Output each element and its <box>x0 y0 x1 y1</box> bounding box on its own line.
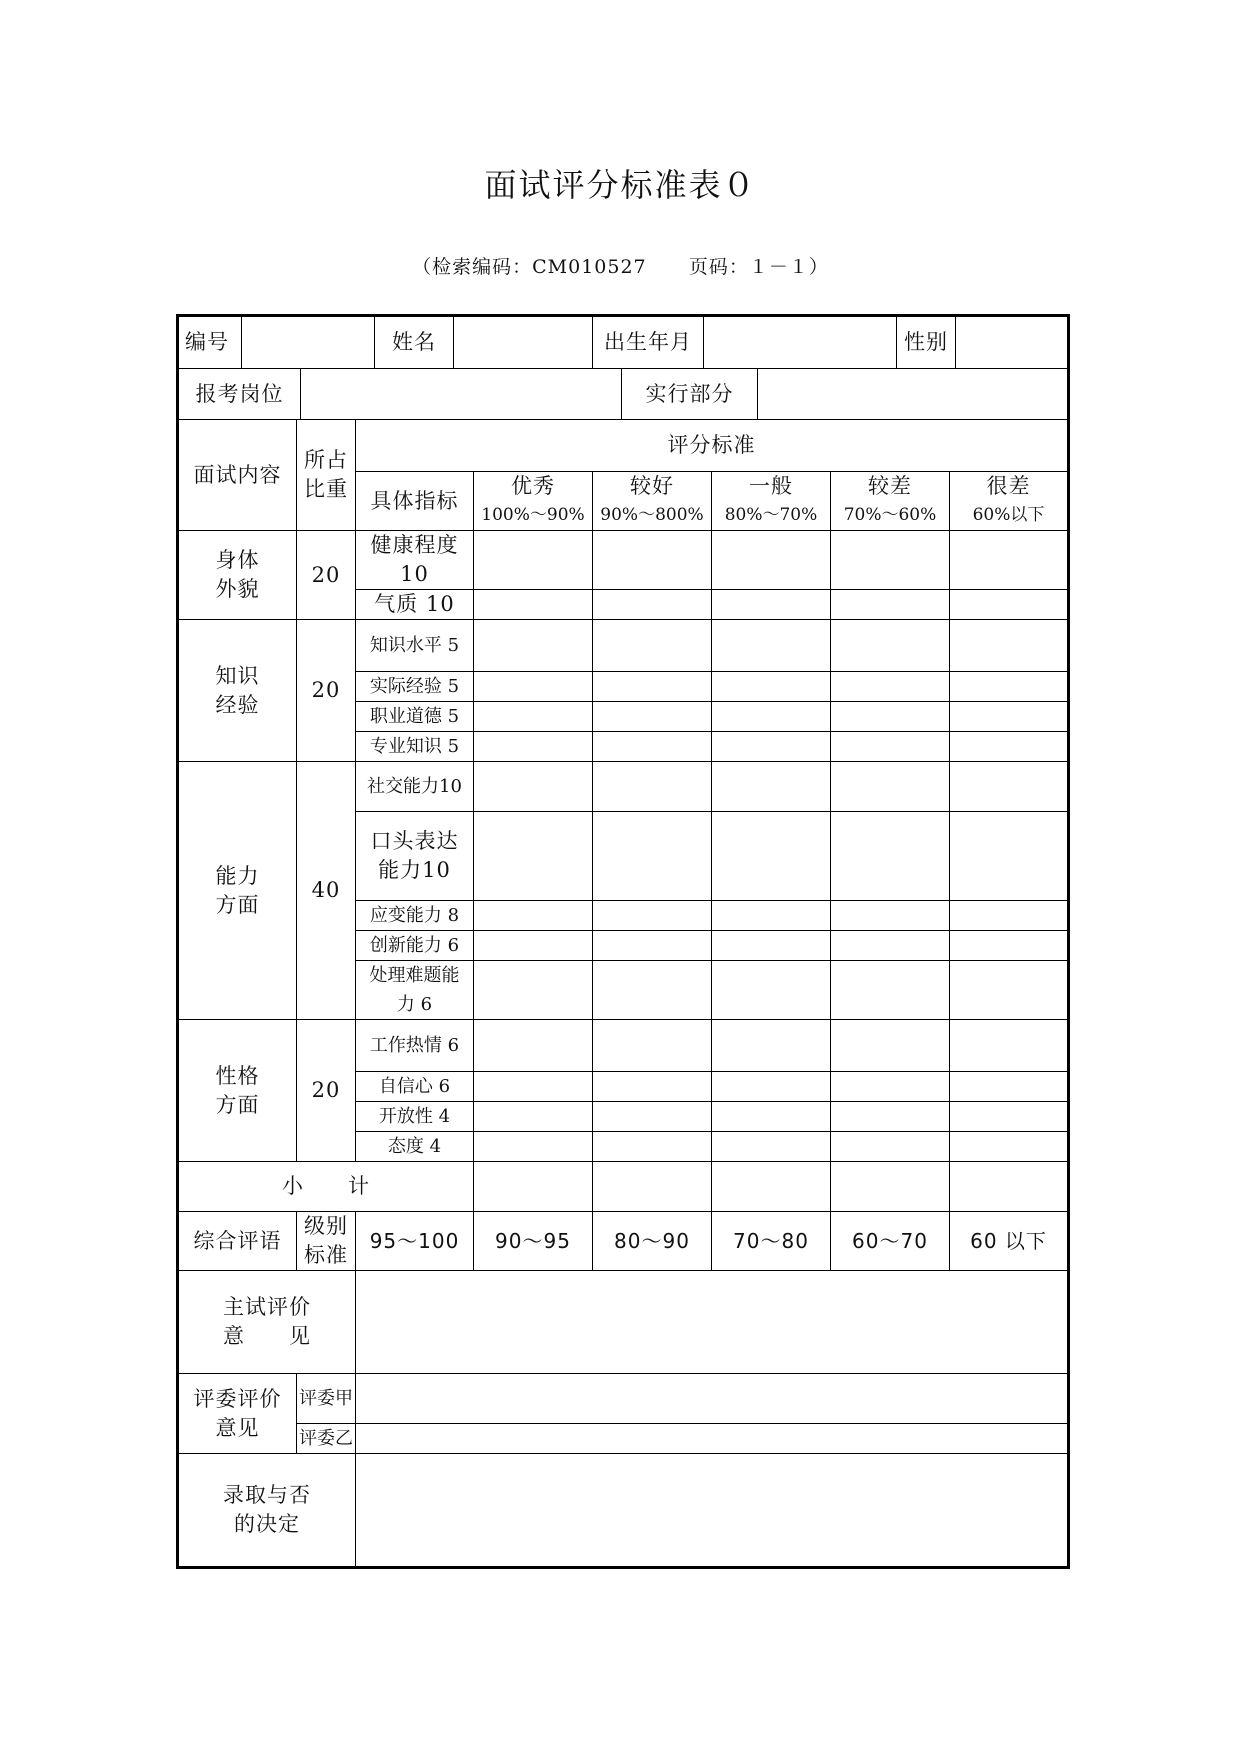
name-label: 姓名 <box>375 317 454 368</box>
score-cell[interactable] <box>831 672 950 702</box>
score-cell[interactable] <box>712 1162 831 1212</box>
score-cell[interactable] <box>831 702 950 732</box>
score-cell[interactable] <box>831 961 950 1020</box>
subtotal-row <box>178 1162 1069 1212</box>
indicator-cell: 知识水平 5 <box>356 620 474 672</box>
score-cell[interactable] <box>593 590 712 620</box>
score-cell[interactable] <box>593 1102 712 1132</box>
grade-range: 95～100 <box>356 1212 474 1271</box>
member-a-opinion-field[interactable] <box>356 1374 1069 1424</box>
grade-range: 70～80 <box>712 1212 831 1271</box>
section-weight: 20 <box>297 620 356 762</box>
score-cell[interactable] <box>593 1020 712 1072</box>
committee-row <box>178 1424 1069 1454</box>
gender-field[interactable] <box>956 317 1068 368</box>
section-name: 知识经验 <box>178 620 297 762</box>
score-cell[interactable] <box>474 1072 593 1102</box>
table-row <box>178 762 1069 812</box>
indicator-cell: 社交能力10 <box>356 762 474 812</box>
birth-field[interactable] <box>704 317 897 368</box>
score-cell[interactable] <box>593 732 712 762</box>
grade-standard-label: 级别标准 <box>297 1212 356 1271</box>
score-cell[interactable] <box>950 531 1069 590</box>
level-name: 一般 <box>749 474 793 498</box>
level-header-good <box>593 472 712 531</box>
position-field[interactable] <box>301 369 622 419</box>
indicator-cell: 处理难题能力 6 <box>356 961 474 1020</box>
subtotal-label: 小 计 <box>178 1162 474 1212</box>
score-cell[interactable] <box>474 1162 593 1212</box>
score-cell[interactable] <box>831 762 950 812</box>
score-cell[interactable] <box>593 702 712 732</box>
weight-header: 所占比重 <box>297 420 356 531</box>
score-cell[interactable] <box>831 531 950 590</box>
committee-row <box>178 1374 1069 1424</box>
score-cell[interactable] <box>474 531 593 590</box>
table-row <box>178 620 1069 672</box>
score-cell[interactable] <box>712 1132 831 1162</box>
level-range: 70%～60% <box>843 505 937 525</box>
score-cell[interactable] <box>593 901 712 931</box>
indicator-cell: 职业道德 5 <box>356 702 474 732</box>
score-cell[interactable] <box>474 672 593 702</box>
summary-label: 综合评语 <box>178 1212 297 1271</box>
score-cell[interactable] <box>474 732 593 762</box>
level-header-excellent <box>474 472 593 531</box>
score-cell[interactable] <box>712 762 831 812</box>
score-cell[interactable] <box>474 931 593 961</box>
member-b-opinion-field[interactable] <box>356 1424 1069 1454</box>
table-row <box>178 1020 1069 1072</box>
level-header-poor <box>831 472 950 531</box>
number-label: 编号 <box>179 317 242 368</box>
grade-range: 60～70 <box>831 1212 950 1271</box>
indicator-cell: 态度 4 <box>356 1132 474 1162</box>
score-cell[interactable] <box>474 1020 593 1072</box>
indicator-cell: 创新能力 6 <box>356 931 474 961</box>
score-cell[interactable] <box>593 812 712 901</box>
name-field[interactable] <box>454 317 593 368</box>
score-cell[interactable] <box>950 732 1069 762</box>
score-cell[interactable] <box>474 620 593 672</box>
indicator-cell: 自信心 6 <box>356 1072 474 1102</box>
score-cell[interactable] <box>950 1132 1069 1162</box>
decision-field[interactable] <box>356 1454 1069 1568</box>
score-cell[interactable] <box>950 1102 1069 1132</box>
chief-opinion-label: 主试评价意 见 <box>178 1271 356 1374</box>
department-field[interactable] <box>758 369 1068 419</box>
score-cell[interactable] <box>950 931 1069 961</box>
score-cell[interactable] <box>950 1072 1069 1102</box>
grade-range: 60 以下 <box>950 1212 1069 1271</box>
interview-scoring-form <box>176 314 1070 1569</box>
score-cell[interactable] <box>831 590 950 620</box>
score-cell[interactable] <box>712 812 831 901</box>
level-range: 100%～90% <box>481 505 585 525</box>
score-cell[interactable] <box>474 1132 593 1162</box>
indicator-cell: 气质 10 <box>356 590 474 620</box>
summary-row <box>178 1212 1069 1271</box>
score-cell[interactable] <box>831 931 950 961</box>
page-title: 面试评分标准表０ <box>484 166 757 204</box>
level-range: 90%～800% <box>600 505 704 525</box>
grade-range: 80～90 <box>593 1212 712 1271</box>
score-cell[interactable] <box>831 1072 950 1102</box>
score-cell[interactable] <box>950 1162 1069 1212</box>
number-field[interactable] <box>242 317 375 368</box>
level-name: 优秀 <box>511 474 555 498</box>
score-cell[interactable] <box>474 590 593 620</box>
score-cell[interactable] <box>474 961 593 1020</box>
score-cell[interactable] <box>950 812 1069 901</box>
score-cell[interactable] <box>712 901 831 931</box>
score-cell[interactable] <box>593 672 712 702</box>
score-cell[interactable] <box>950 762 1069 812</box>
score-cell[interactable] <box>712 1020 831 1072</box>
score-cell[interactable] <box>831 1162 950 1212</box>
grade-range: 90～95 <box>474 1212 593 1271</box>
score-cell[interactable] <box>950 1020 1069 1072</box>
score-cell[interactable] <box>831 901 950 931</box>
score-cell[interactable] <box>474 762 593 812</box>
retrieval-code-subtitle: （检索编码：CM010527 页码：１－１） <box>412 256 829 278</box>
committee-label: 评委评价意见 <box>178 1374 297 1454</box>
score-cell[interactable] <box>593 762 712 812</box>
indicator-header: 具体指标 <box>356 472 474 531</box>
indicator-cell: 应变能力 8 <box>356 901 474 931</box>
score-cell[interactable] <box>474 901 593 931</box>
level-name: 很差 <box>986 474 1031 498</box>
member-b-label: 评委乙 <box>297 1424 356 1454</box>
score-cell[interactable] <box>831 1020 950 1072</box>
level-header-very-poor <box>950 472 1069 531</box>
level-range: 80%～70% <box>724 505 818 525</box>
indicator-cell: 健康程度10 <box>356 531 474 590</box>
criteria-header: 评分标准 <box>356 420 1069 472</box>
section-weight: 40 <box>297 762 356 1020</box>
score-cell[interactable] <box>712 531 831 590</box>
member-a-label: 评委甲 <box>297 1374 356 1424</box>
score-cell[interactable] <box>474 1102 593 1132</box>
section-name: 身体外貌 <box>178 531 297 620</box>
birth-label: 出生年月 <box>593 317 704 368</box>
score-cell[interactable] <box>712 1102 831 1132</box>
score-cell[interactable] <box>593 961 712 1020</box>
section-weight: 20 <box>297 531 356 620</box>
score-cell[interactable] <box>831 812 950 901</box>
score-cell[interactable] <box>950 672 1069 702</box>
indicator-cell: 口头表达能力10 <box>356 812 474 901</box>
score-cell[interactable] <box>474 702 593 732</box>
decision-label: 录取与否的决定 <box>178 1454 356 1568</box>
score-cell[interactable] <box>950 901 1069 931</box>
chief-opinion-field[interactable] <box>356 1271 1069 1374</box>
level-header-average <box>712 472 831 531</box>
score-cell[interactable] <box>950 590 1069 620</box>
score-cell[interactable] <box>712 702 831 732</box>
score-cell[interactable] <box>712 672 831 702</box>
score-cell[interactable] <box>712 732 831 762</box>
position-label: 报考岗位 <box>179 369 301 419</box>
indicator-cell: 专业知识 5 <box>356 732 474 762</box>
score-cell[interactable] <box>474 812 593 901</box>
score-cell[interactable] <box>712 961 831 1020</box>
score-cell[interactable] <box>831 620 950 672</box>
score-cell[interactable] <box>593 531 712 590</box>
score-cell[interactable] <box>593 1162 712 1212</box>
level-name: 较好 <box>630 474 674 498</box>
level-name: 较差 <box>868 474 912 498</box>
score-cell[interactable] <box>831 732 950 762</box>
score-cell[interactable] <box>950 961 1069 1020</box>
interview-content-header: 面试内容 <box>178 420 297 531</box>
score-cell[interactable] <box>593 620 712 672</box>
score-cell[interactable] <box>593 1132 712 1162</box>
table-row <box>178 531 1069 590</box>
indicator-cell: 工作热情 6 <box>356 1020 474 1072</box>
score-cell[interactable] <box>950 702 1069 732</box>
indicator-cell: 开放性 4 <box>356 1102 474 1132</box>
score-cell[interactable] <box>712 590 831 620</box>
gender-label: 性别 <box>897 317 956 368</box>
score-cell[interactable] <box>712 1072 831 1102</box>
decision-row <box>178 1454 1069 1568</box>
indicator-cell: 实际经验 5 <box>356 672 474 702</box>
section-weight: 20 <box>297 1020 356 1162</box>
score-cell[interactable] <box>593 1072 712 1102</box>
section-name: 性格方面 <box>178 1020 297 1162</box>
section-name: 能力方面 <box>178 762 297 1020</box>
score-cell[interactable] <box>831 1132 950 1162</box>
score-cell[interactable] <box>712 931 831 961</box>
chief-opinion-row <box>178 1271 1069 1374</box>
score-cell[interactable] <box>712 620 831 672</box>
level-range: 60%以下 <box>972 505 1045 525</box>
score-cell[interactable] <box>593 931 712 961</box>
score-cell[interactable] <box>831 1102 950 1132</box>
score-cell[interactable] <box>950 620 1069 672</box>
department-label: 实行部分 <box>622 369 758 419</box>
